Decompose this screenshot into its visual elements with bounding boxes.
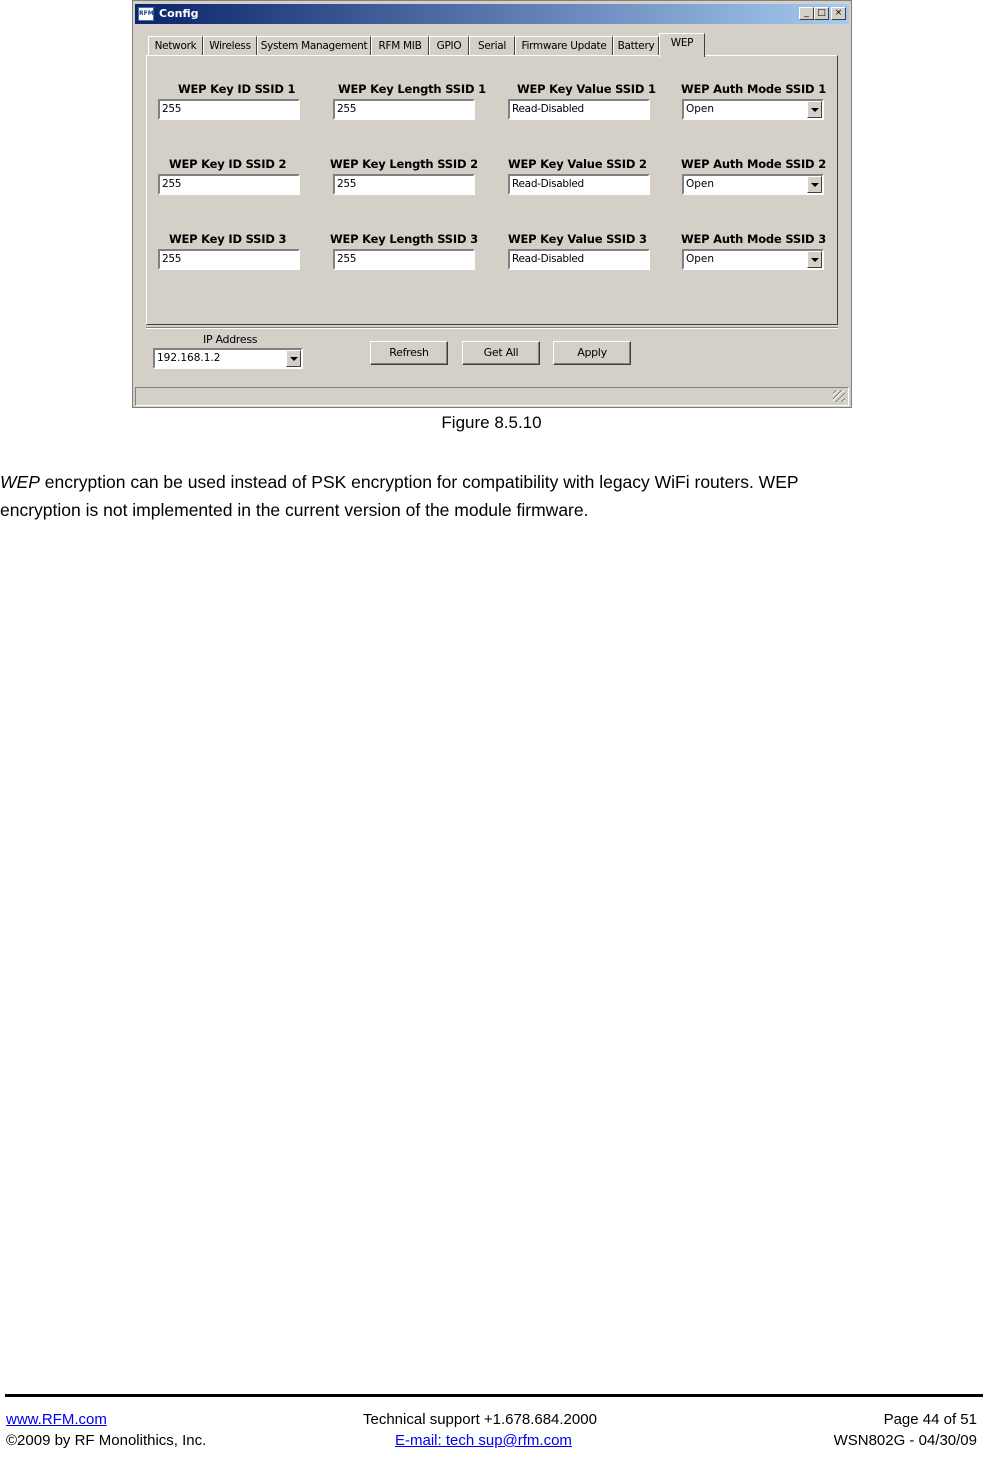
wep-key-id-ssid2-input[interactable]: 255 <box>158 174 300 195</box>
window-title: Config <box>159 7 199 20</box>
wep-auth-mode-ssid3-select[interactable] <box>682 249 824 270</box>
wep-key-length-ssid1-input[interactable]: 255 <box>333 99 475 120</box>
wep-auth-mode-ssid1-value: Open <box>686 103 715 115</box>
wep-key-value-ssid1-input[interactable]: Read-Disabled <box>508 99 650 120</box>
wep-auth-mode-ssid2-value: Open <box>686 178 715 190</box>
app-logo-icon: RFM <box>138 7 154 21</box>
divider <box>146 327 838 329</box>
wep-auth-mode-ssid1-label: WEP Auth Mode SSID 1 <box>681 82 827 96</box>
wep-auth-mode-ssid3-label: WEP Auth Mode SSID 3 <box>681 232 827 246</box>
tab-gpio[interactable]: GPIO <box>429 36 469 55</box>
support-email-link[interactable]: E-mail: tech sup@rfm.com <box>395 1432 572 1449</box>
wep-key-length-ssid2-input[interactable]: 255 <box>333 174 475 195</box>
copyright-text: ©2009 by RF Monolithics, Inc. <box>6 1432 207 1449</box>
wep-key-id-ssid3-label: WEP Key ID SSID 3 <box>169 232 287 246</box>
minimize-button[interactable]: _ <box>799 7 814 20</box>
status-bar <box>135 387 849 406</box>
page-number: Page 44 of 51 <box>883 1411 977 1428</box>
wep-key-length-ssid3-label: WEP Key Length SSID 3 <box>330 232 478 246</box>
tab-rfm-mib[interactable]: RFM MIB <box>371 36 429 55</box>
document-id: WSN802G - 04/30/09 <box>833 1432 977 1449</box>
tab-system-management[interactable]: System Management <box>257 36 371 55</box>
config-window <box>132 0 852 408</box>
tab-wireless[interactable]: Wireless <box>203 36 257 55</box>
chevron-down-icon[interactable] <box>286 350 301 367</box>
title-bar[interactable] <box>135 4 849 24</box>
tab-network[interactable]: Network <box>148 36 203 55</box>
website-link[interactable]: www.RFM.com <box>6 1411 107 1428</box>
ip-address-label: IP Address <box>203 333 258 346</box>
chevron-down-icon[interactable] <box>807 176 822 193</box>
wep-key-value-ssid3-label: WEP Key Value SSID 3 <box>508 232 647 246</box>
get-all-button[interactable]: Get All <box>462 341 540 365</box>
tab-firmware-update[interactable]: Firmware Update <box>515 36 613 55</box>
wep-auth-mode-ssid2-select[interactable] <box>682 174 824 195</box>
tab-serial[interactable]: Serial <box>469 36 515 55</box>
close-button[interactable]: × <box>831 7 846 20</box>
figure-caption: Figure 8.5.10 <box>441 413 542 432</box>
paragraph-line-1-text: encryption can be used instead of PSK encryption for compatibility with legacy WiFi routers. WEP <box>39 472 799 492</box>
wep-term: WEP <box>0 472 40 492</box>
wep-key-value-ssid2-input[interactable]: Read-Disabled <box>508 174 650 195</box>
wep-key-length-ssid2-label: WEP Key Length SSID 2 <box>330 157 478 171</box>
wep-auth-mode-ssid1-select[interactable] <box>682 99 824 120</box>
wep-auth-mode-ssid3-value: Open <box>686 253 715 265</box>
paragraph-line-2: encryption is not implemented in the current version of the module firmware. <box>0 500 589 520</box>
tab-wep[interactable]: WEP <box>659 33 705 57</box>
wep-key-id-ssid1-input[interactable]: 255 <box>158 99 300 120</box>
chevron-down-icon[interactable] <box>807 251 822 268</box>
wep-key-id-ssid1-label: WEP Key ID SSID 1 <box>178 82 296 96</box>
wep-key-length-ssid3-input[interactable]: 255 <box>333 249 475 270</box>
footer-divider <box>5 1394 983 1397</box>
maximize-button[interactable]: □ <box>814 7 829 20</box>
support-phone: Technical support +1.678.684.2000 <box>363 1411 597 1428</box>
ip-address-select[interactable] <box>153 348 303 369</box>
chevron-down-icon[interactable] <box>807 101 822 118</box>
tab-battery[interactable]: Battery <box>613 36 659 55</box>
ip-address-value: 192.168.1.2 <box>157 352 221 364</box>
wep-key-length-ssid1-label: WEP Key Length SSID 1 <box>338 82 486 96</box>
wep-key-value-ssid1-label: WEP Key Value SSID 1 <box>517 82 656 96</box>
wep-key-id-ssid2-label: WEP Key ID SSID 2 <box>169 157 287 171</box>
refresh-button[interactable]: Refresh <box>370 341 448 365</box>
apply-button[interactable]: Apply <box>553 341 631 365</box>
wep-key-value-ssid3-input[interactable]: Read-Disabled <box>508 249 650 270</box>
body-paragraph <box>0 468 983 524</box>
paragraph-line-1 <box>0 468 983 496</box>
resize-grip-icon[interactable] <box>833 390 845 402</box>
wep-key-id-ssid3-input[interactable]: 255 <box>158 249 300 270</box>
wep-key-value-ssid2-label: WEP Key Value SSID 2 <box>508 157 647 171</box>
wep-auth-mode-ssid2-label: WEP Auth Mode SSID 2 <box>681 157 827 171</box>
